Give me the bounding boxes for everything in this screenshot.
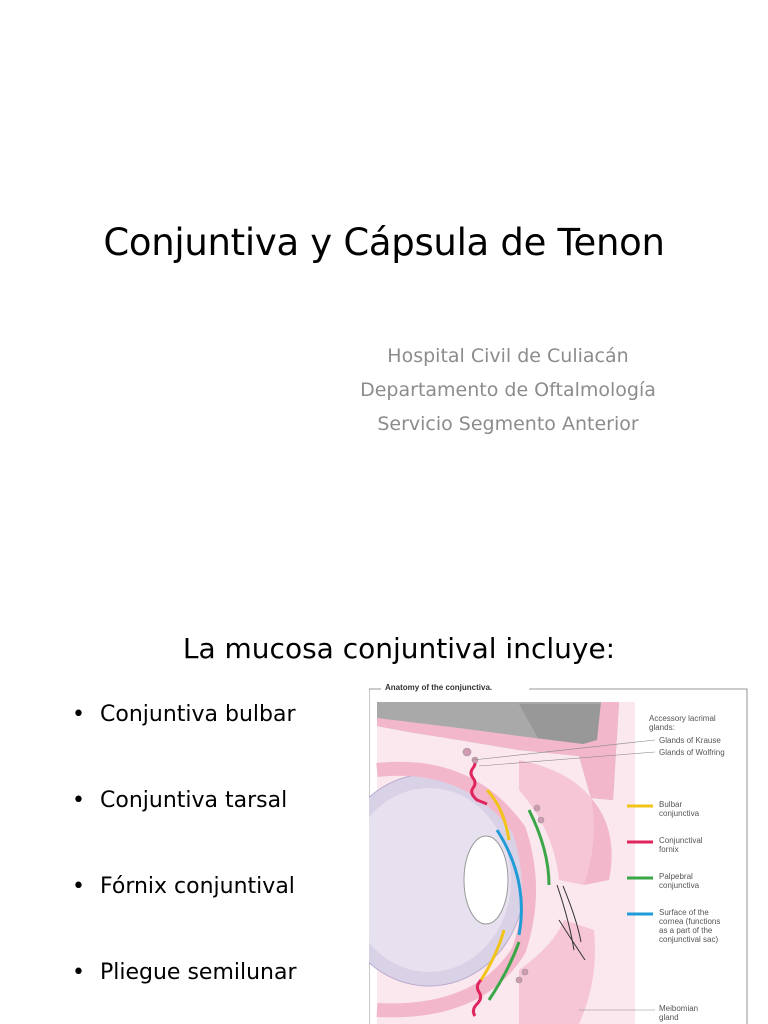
bullet-dot-icon: • bbox=[72, 960, 85, 985]
figure-title: Anatomy of the conjunctiva. bbox=[385, 683, 493, 692]
label-cornea-surface: Surface of the cornea (functions as a part of the conjunctival sac) bbox=[659, 908, 721, 944]
bullet-text: Conjuntiva bulbar bbox=[100, 702, 296, 727]
conjunctiva-anatomy-figure bbox=[369, 680, 753, 1024]
label-bulbar-conjunctiva: Bulbar conjunctiva bbox=[659, 800, 700, 818]
bullet-text: Fórnix conjuntival bbox=[100, 874, 295, 899]
slide-subtitle bbox=[258, 339, 758, 441]
label-glands-of-wolfring: Glands of Wolfring bbox=[659, 748, 725, 757]
subtitle-line-department: Departamento de Oftalmología bbox=[360, 379, 656, 401]
bullet-dot-icon: • bbox=[72, 788, 85, 813]
bullet-text: Pliegue semilunar bbox=[100, 960, 297, 985]
bullet-dot-icon: • bbox=[72, 874, 85, 899]
bullet-dot-icon: • bbox=[72, 702, 85, 727]
subtitle-line-hospital: Hospital Civil de Culiacán bbox=[387, 345, 629, 367]
bullet-item bbox=[72, 700, 297, 786]
label-conjunctival-fornix: Conjunctival fornix bbox=[659, 836, 703, 854]
label-palpebral-conjunctiva: Palpebral conjunctiva bbox=[659, 872, 700, 890]
content-slide bbox=[0, 584, 768, 1024]
subtitle-line-service: Servicio Segmento Anterior bbox=[377, 413, 639, 435]
bullet-item bbox=[72, 958, 297, 1024]
slide-title: La mucosa conjuntival incluye: bbox=[182, 632, 616, 665]
label-accessory-glands: Accessory lacrimal glands: bbox=[649, 714, 716, 732]
bullet-item bbox=[72, 872, 297, 958]
bullet-list bbox=[72, 700, 297, 1024]
label-glands-of-krause: Glands of Krause bbox=[659, 736, 721, 745]
label-meibomian-gland: Meibomian gland bbox=[659, 1004, 699, 1022]
bullet-item bbox=[72, 786, 297, 872]
slide-title: Conjuntiva y Cápsula de Tenon bbox=[103, 221, 665, 264]
bullet-text: Conjuntiva tarsal bbox=[100, 788, 288, 813]
